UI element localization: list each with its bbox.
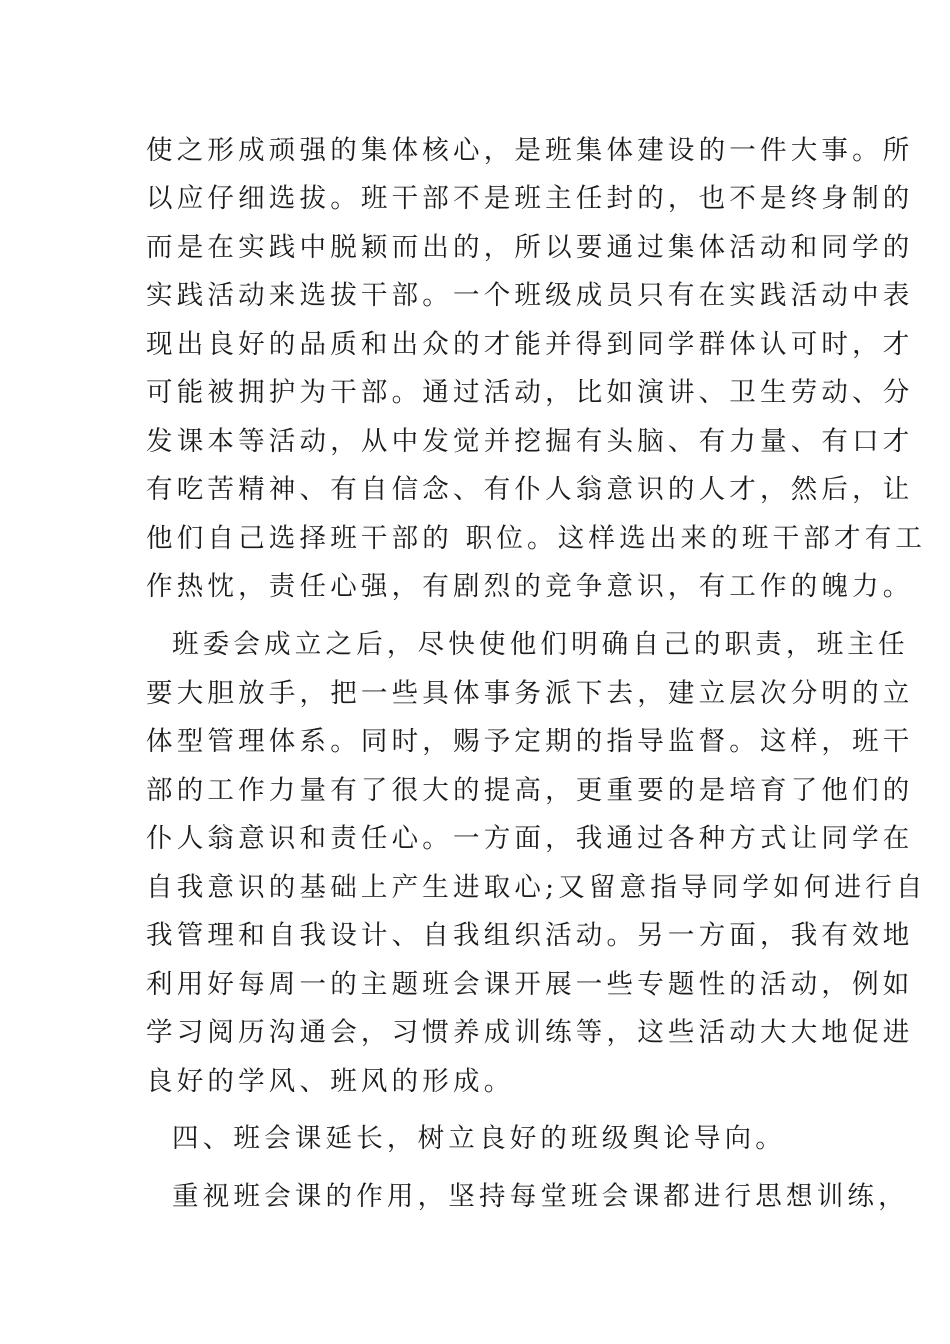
text-line: 良好的学风、班风的形成。	[146, 1066, 515, 1097]
text-line: 学习阅历沟通会，习惯养成训练等，这些活动大大地促进	[146, 1017, 914, 1048]
text-line: 可能被拥护为干部。通过活动，比如演讲、卫生劳动、分	[146, 377, 914, 408]
paragraph-first-line: 班委会成立之后，尽快使他们明确自己的职责，班主任	[172, 629, 909, 660]
text-line: 利用好每周一的主题班会课开展一些专题性的活动，例如	[146, 969, 914, 1000]
text-line: 实践活动来选拔干部。一个班级成员只有在实践活动中表	[146, 280, 914, 311]
text-line: 发课本等活动，从中发觉并挖掘有头脑、有力量、有口才	[146, 426, 914, 457]
section-heading: 四、班会课延长，树立良好的班级舆论导向。	[172, 1123, 786, 1154]
text-line: 部的工作力量有了很大的提高，更重要的是培育了他们的	[146, 775, 914, 806]
paragraph-first-line: 重视班会课的作用，坚持每堂班会课都进行思想训练，	[172, 1181, 909, 1212]
text-line: 他们自己选择班干部的 职位。这样选出来的班干部才有工	[146, 523, 927, 554]
text-line: 仆人翁意识和责任心。一方面，我通过各种方式让同学在	[146, 823, 914, 854]
text-line: 我管理和自我设计、自我组织活动。另一方面，我有效地	[146, 920, 914, 951]
text-line: 自我意识的基础上产生进取心;又留意指导同学如何进行自	[146, 872, 927, 903]
text-line: 有吃苦精神、有自信念、有仆人翁意识的人才，然后，让	[146, 474, 914, 505]
text-line: 而是在实践中脱颖而出的，所以要通过集体活动和同学的	[146, 232, 914, 263]
text-line: 使之形成顽强的集体核心，是班集体建设的一件大事。所	[146, 135, 914, 166]
text-line: 体型管理体系。同时，赐予定期的指导监督。这样，班干	[146, 726, 914, 757]
text-line: 以应仔细选拔。班干部不是班主任封的，也不是终身制的	[146, 183, 914, 214]
text-line: 作热忱，责任心强，有剧烈的竞争意识，有工作的魄力。	[146, 571, 914, 602]
text-line: 现出良好的品质和出众的才能并得到同学群体认可时，才	[146, 329, 914, 360]
text-line: 要大胆放手，把一些具体事务派下去，建立层次分明的立	[146, 678, 914, 709]
